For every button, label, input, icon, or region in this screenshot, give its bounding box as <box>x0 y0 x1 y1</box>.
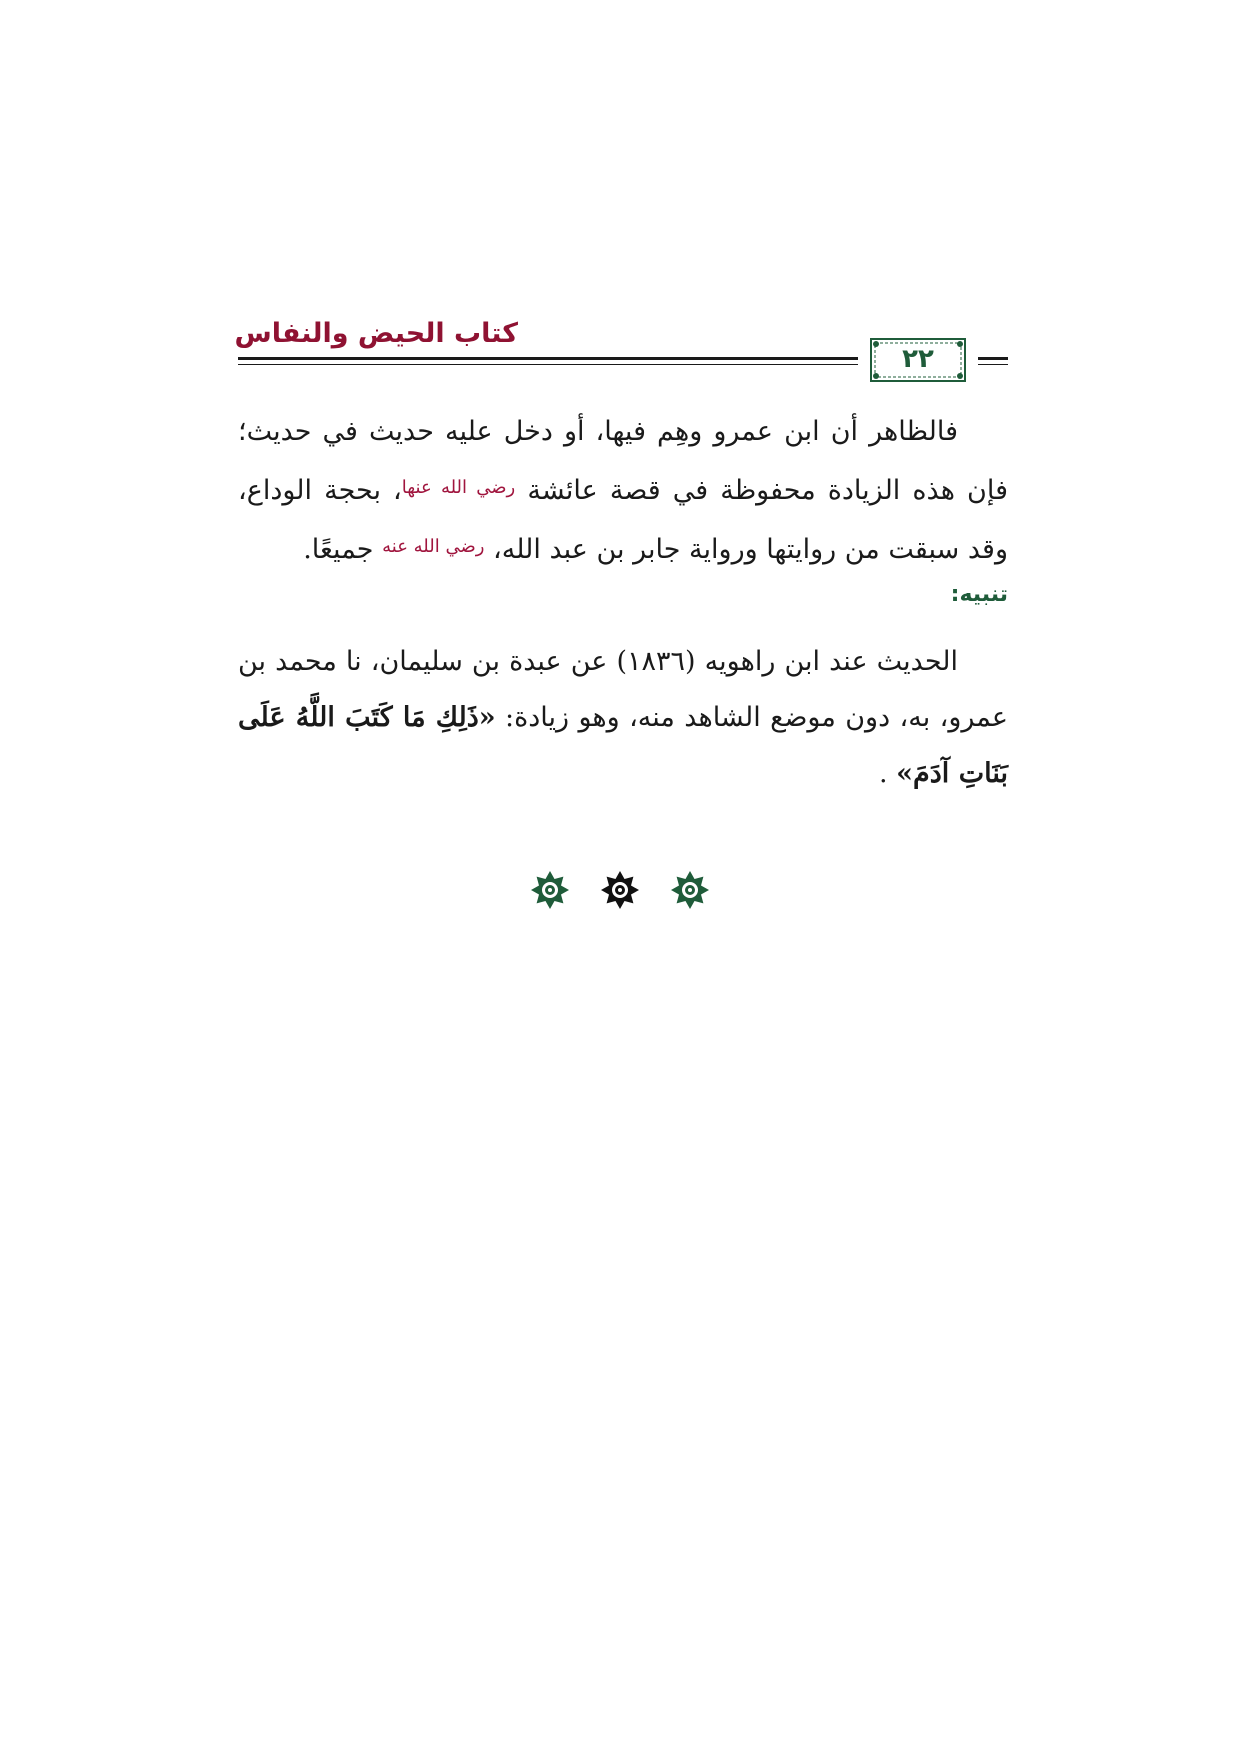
paragraph-1-text-b: ، بحجة الوداع، وقد سبقت من روايتها ورواية جابر بن عبد الله، <box>238 475 1008 565</box>
notice-heading: تنبيه: <box>950 582 1008 607</box>
paragraph-2-text: الحديث عند ابن راهويه (١٨٣٦) عن عبدة بن سليمان، نا محمد بن عمرو، به، دون موضع الشاهد منه، وهو زيادة: <box>238 646 1008 733</box>
paragraph-2 <box>238 634 1008 802</box>
green-star-icon <box>670 870 710 910</box>
green-star-icon <box>530 870 570 910</box>
running-head-title: كتاب الحيض والنفاس <box>234 318 518 349</box>
header-rule-thin <box>238 364 858 365</box>
paragraph-2-end: . <box>878 758 888 789</box>
paragraph-1 <box>238 404 1008 578</box>
honorific-jabir-icon: رضي الله عنه <box>382 536 485 557</box>
header-rule-right-thick <box>978 357 1008 360</box>
paragraph-1-text-c: جميعًا. <box>303 534 374 565</box>
header-rule-thick <box>238 357 858 360</box>
hadith-quote: «ذَلِكِ مَا كَتَبَ اللَّهُ عَلَى بَنَاتِ آدَمَ» <box>238 702 1008 789</box>
section-divider-ornaments <box>530 870 710 910</box>
paragraph-1-text-a: فالظاهر أن ابن عمرو وهِم فيها، أو دخل عليه حديث في حديث؛ فإن هذه الزيادة محفوظة في قصة عائشة <box>238 416 1008 506</box>
black-star-icon <box>600 870 640 910</box>
header-rule-right-thin <box>978 364 1008 365</box>
page-number: ٢٢ <box>902 344 934 374</box>
honorific-aisha-icon: رضي الله عنها <box>401 477 516 498</box>
